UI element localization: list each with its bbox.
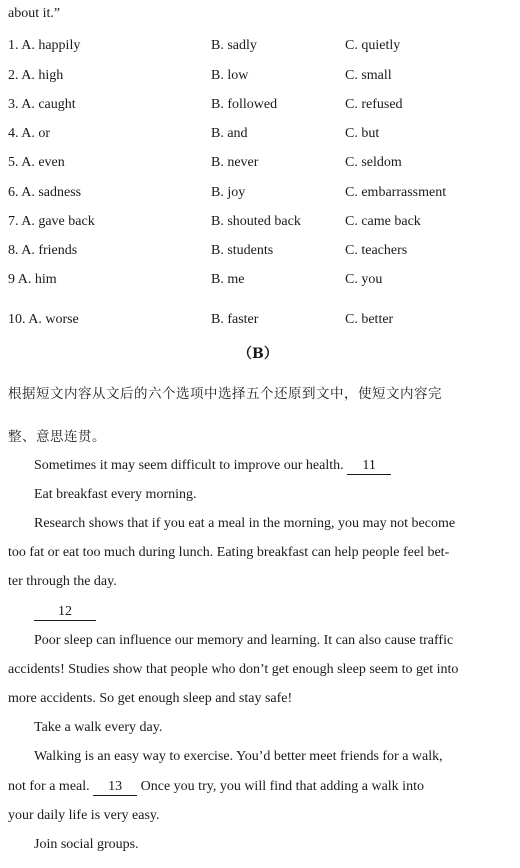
option-c: C. teachers xyxy=(345,243,408,258)
option-b: B. low xyxy=(211,68,249,83)
passage-heading: Eat breakfast every morning. xyxy=(34,487,197,502)
passage-line: accidents! Studies show that people who don’t get enough sleep seem to get into xyxy=(8,662,459,677)
passage-heading: Join social groups. xyxy=(34,837,139,852)
passage-line: Poor sleep can influence our memory and learning. It can also cause traffic xyxy=(34,633,454,648)
answer-blank-13: 13 xyxy=(93,779,137,796)
option-c: C. seldom xyxy=(345,155,402,170)
option-c: C. small xyxy=(345,68,392,83)
option-c: C. refused xyxy=(345,97,403,112)
option-a: 5. A. even xyxy=(8,155,65,170)
option-b: B. shouted back xyxy=(211,214,301,229)
passage-line: Walking is an easy way to exercise. You’d better meet friends for a walk, xyxy=(34,749,443,764)
instruction-line: 根据短文内容从文后的六个选项中选择五个还原到文中，使短文内容完 xyxy=(8,386,442,402)
option-b: B. faster xyxy=(211,312,259,327)
option-c: C. embarrassment xyxy=(345,185,447,200)
passage-line: too fat or eat too much during lunch. Eating breakfast can help people feel bet- xyxy=(8,545,450,560)
answer-blank-12: 12 xyxy=(34,604,96,621)
option-a: 8. A. friends xyxy=(8,243,78,258)
passage-text: Sometimes it may seem difficult to improve our health. xyxy=(34,458,344,473)
option-c: C. better xyxy=(345,312,394,327)
option-b: B. joy xyxy=(211,185,246,200)
option-b: B. me xyxy=(211,272,245,287)
passage-line: ter through the day. xyxy=(8,574,117,589)
option-c: C. came back xyxy=(345,214,421,229)
passage-text: Once you try, you will find that adding a walk into xyxy=(140,779,424,794)
option-a: 4. A. or xyxy=(8,126,50,141)
option-b: B. followed xyxy=(211,97,278,112)
passage-line xyxy=(8,777,424,797)
option-c: C. but xyxy=(345,126,380,141)
option-b: B. and xyxy=(211,126,248,141)
option-a: 7. A. gave back xyxy=(8,214,95,229)
option-a: 2. A. high xyxy=(8,68,64,83)
option-b: B. never xyxy=(211,155,259,170)
option-b: B. sadly xyxy=(211,38,257,53)
passage-text: not for a meal. xyxy=(8,779,90,794)
option-c: C. you xyxy=(345,272,383,287)
option-a: 9 A. him xyxy=(8,272,57,287)
passage-line xyxy=(34,456,391,476)
option-c: C. quietly xyxy=(345,38,401,53)
passage-line: your daily life is very easy. xyxy=(8,808,160,823)
option-a: 10. A. worse xyxy=(8,312,79,327)
passage-heading: Take a walk every day. xyxy=(34,720,163,735)
passage-line xyxy=(34,602,96,622)
previous-text-line: about it.” xyxy=(8,6,61,21)
option-a: 1. A. happily xyxy=(8,38,81,53)
option-a: 3. A. caught xyxy=(8,97,76,112)
section-title: （B） xyxy=(238,346,278,362)
instruction-line: 整、意思连贯。 xyxy=(8,429,106,445)
passage-line: more accidents. So get enough sleep and stay safe! xyxy=(8,691,293,706)
option-a: 6. A. sadness xyxy=(8,185,82,200)
passage-line: Research shows that if you eat a meal in the morning, you may not become xyxy=(34,516,456,531)
answer-blank-11: 11 xyxy=(347,458,391,475)
option-b: B. students xyxy=(211,243,274,258)
